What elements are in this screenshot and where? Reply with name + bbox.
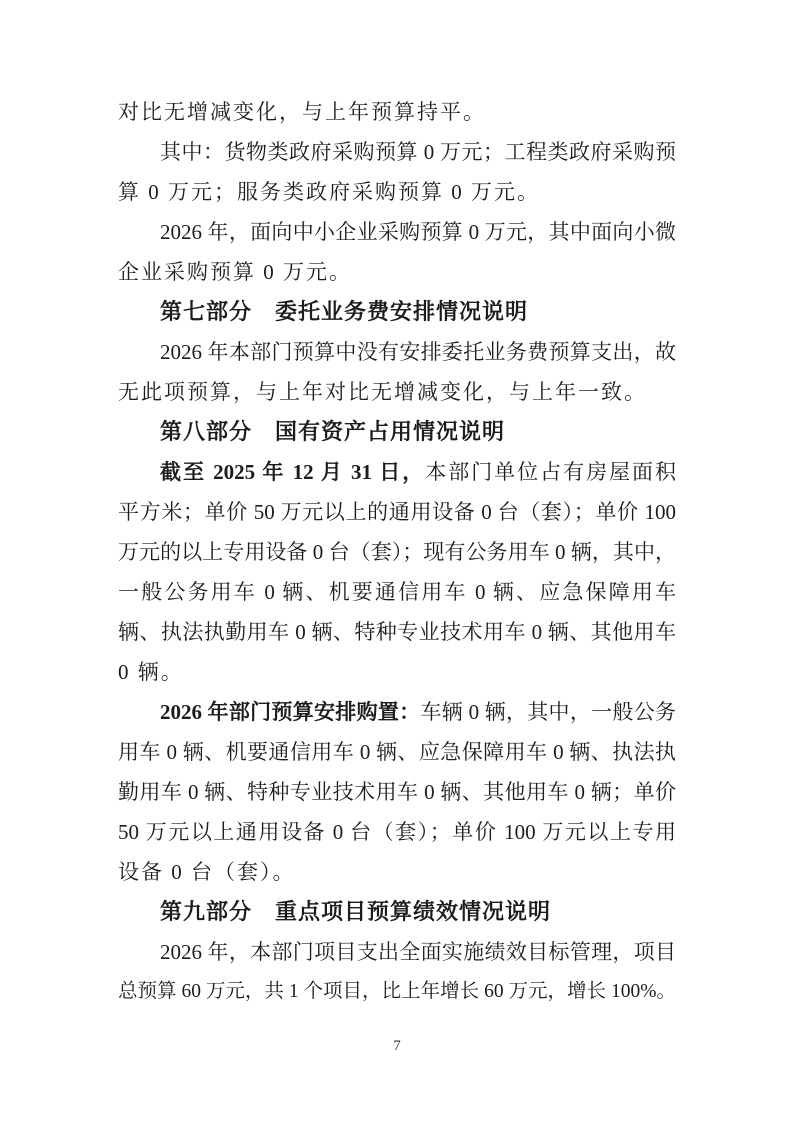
bold-runin-asof-date: 截至 2025 年 12 月 31 日， [160, 460, 426, 484]
paragraph-line: 平方米；单价 50 万元以上的通用设备 0 台（套）；单价 100 [118, 500, 676, 524]
paragraph-line: 勤用车 0 辆、特种专业技术用车 0 辆、其他用车 0 辆；单价 [118, 780, 676, 804]
paragraph-line: 算 0 万元；服务类政府采购预算 0 万元。 [118, 180, 540, 204]
page-footer [0, 1036, 794, 1056]
paragraph-line: 总预算 60 万元，共 1 个项目，比上年增长 60 万元，增长 100%。 [118, 981, 676, 1002]
paragraph-line: 辆、执法执勤用车 0 辆、特种专业技术用车 0 辆、其他用车 [118, 620, 676, 644]
paragraph-line: 万元的以上专用设备 0 台（套）；现有公务用车 0 辆，其中， [118, 540, 676, 564]
paragraph-line: 2026 年，面向中小企业采购预算 0 万元，其中面向小微 [160, 220, 676, 244]
paragraph-line: 设备 0 台（套）。 [118, 860, 296, 884]
line-text: 本部门单位占有房屋面积 [425, 460, 676, 484]
paragraph-line: 对比无增减变化，与上年预算持平。 [118, 100, 486, 124]
page-number: 7 [393, 1038, 401, 1054]
paragraph-line [118, 452, 676, 492]
document-content [118, 92, 676, 1012]
paragraph-line: 一般公务用车 0 辆、机要通信用车 0 辆、应急保障用车 [118, 580, 676, 604]
paragraph-line [118, 692, 676, 732]
line-text: 车辆 0 辆，其中，一般公务 [420, 700, 676, 724]
paragraph-line: 2026 年本部门预算中没有安排委托业务费预算支出，故 [160, 340, 676, 364]
section-heading-part8: 第八部分 国有资产占用情况说明 [160, 419, 506, 444]
section-heading-part9: 第九部分 重点项目预算绩效情况说明 [160, 899, 552, 924]
bold-runin-purchase-plan: 2026 年部门预算安排购置： [160, 700, 421, 724]
section-heading-part7: 第七部分 委托业务费安排情况说明 [160, 299, 529, 324]
paragraph-line: 无此项预算，与上年对比无增减变化，与上年一致。 [118, 380, 647, 404]
paragraph-line: 0 辆。 [118, 660, 184, 684]
paragraph-line: 其中：货物类政府采购预算 0 万元；工程类政府采购预 [160, 140, 676, 164]
paragraph-line: 50 万元以上通用设备 0 台（套）；单价 100 万元以上专用 [118, 820, 676, 844]
paragraph-line: 用车 0 辆、机要通信用车 0 辆、应急保障用车 0 辆、执法执 [118, 740, 676, 764]
paragraph-line: 企业采购预算 0 万元。 [118, 260, 352, 284]
paragraph-line: 2026 年，本部门项目支出全面实施绩效目标管理，项目 [160, 940, 676, 964]
